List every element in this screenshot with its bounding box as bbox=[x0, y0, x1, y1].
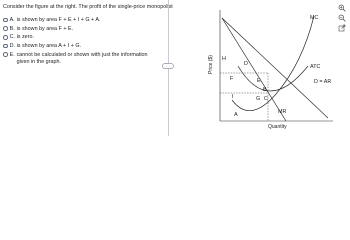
radio-button[interactable] bbox=[3, 44, 8, 49]
y-axis-label: Price ($) bbox=[208, 55, 214, 74]
option-c[interactable] bbox=[3, 34, 158, 41]
option-a[interactable] bbox=[3, 17, 158, 24]
open-in-new-window-button[interactable] bbox=[338, 24, 346, 32]
zoom-in-icon bbox=[338, 4, 346, 12]
mc-label: MC bbox=[310, 15, 319, 21]
option-letter: E. bbox=[9, 51, 15, 58]
area-label-b: B bbox=[263, 87, 267, 93]
area-label-e: E bbox=[257, 78, 261, 84]
option-letter: C. bbox=[9, 34, 15, 41]
atc-curve bbox=[238, 66, 308, 91]
zoom-in-button[interactable] bbox=[338, 4, 346, 12]
monopoly-graph bbox=[198, 6, 338, 132]
option-text: is zero. bbox=[16, 34, 34, 41]
demand-label: D = AR bbox=[314, 79, 332, 85]
mr-label: MR bbox=[278, 109, 287, 115]
option-text: is shown by area F + E. bbox=[16, 25, 74, 32]
zoom-out-icon bbox=[338, 14, 346, 22]
area-label-g: G bbox=[256, 96, 261, 102]
atc-label: ATC bbox=[310, 64, 321, 70]
area-label-a: A bbox=[234, 112, 238, 118]
option-letter: B. bbox=[9, 25, 15, 32]
option-text: is shown by area A + I + G. bbox=[16, 43, 82, 50]
area-label-i: I bbox=[232, 94, 234, 100]
option-text: is shown by area F + E + I + G + A. bbox=[16, 17, 101, 23]
area-label-d: D bbox=[244, 61, 248, 67]
radio-button[interactable] bbox=[3, 18, 8, 23]
panel-resize-handle[interactable]: … bbox=[162, 63, 174, 69]
radio-button[interactable] bbox=[3, 35, 8, 40]
area-label-f: F bbox=[230, 76, 234, 82]
question-text: Consider the figure at the right. The profit of the single-price monopolist bbox=[3, 4, 173, 10]
zoom-out-button[interactable] bbox=[338, 14, 346, 22]
option-b[interactable] bbox=[3, 26, 158, 33]
option-text: cannot be calculated or shown with just the information given in the graph. bbox=[16, 51, 148, 65]
option-letter: A. bbox=[9, 17, 15, 23]
radio-button[interactable] bbox=[3, 26, 8, 31]
graph-toolbar bbox=[338, 4, 348, 34]
external-link-icon bbox=[338, 24, 346, 32]
radio-button[interactable] bbox=[3, 52, 8, 57]
x-axis-label: Quantity bbox=[268, 124, 287, 130]
area-label-c: C bbox=[264, 96, 268, 102]
option-letter: D. bbox=[9, 43, 15, 50]
option-e[interactable] bbox=[3, 52, 158, 66]
option-d[interactable] bbox=[3, 43, 158, 50]
area-label-h: H bbox=[222, 56, 226, 62]
answer-options bbox=[3, 17, 158, 67]
